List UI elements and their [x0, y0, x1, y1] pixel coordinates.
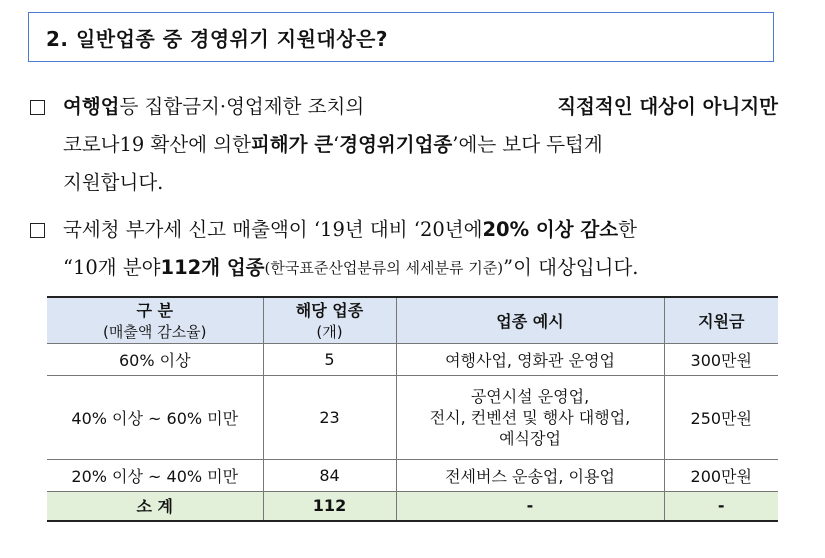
text: 한	[618, 218, 637, 241]
header-examples: 업종 예시	[396, 297, 664, 343]
checkbox-bullet-icon	[30, 100, 45, 115]
paragraph-1	[30, 88, 778, 202]
table-row	[47, 459, 778, 491]
paragraph-1-line-3	[30, 164, 778, 202]
cell-count: 23	[263, 375, 396, 459]
text: ‘	[333, 133, 340, 156]
bold-text: 직접적인 대상이 아니지만	[557, 95, 778, 118]
total-amount: -	[664, 491, 778, 521]
cell-examples: 여행사업, 영화관 운영업	[396, 343, 664, 375]
bold-text: 112개 업종	[160, 256, 265, 279]
header-count-sub: (개)	[316, 323, 343, 342]
table-total-row	[47, 491, 778, 521]
table-row	[47, 375, 778, 459]
cell-amount: 300만원	[664, 343, 778, 375]
cell-examples	[396, 375, 664, 459]
cell-amount: 250만원	[664, 375, 778, 459]
cell-examples: 전세버스 운송업, 이용업	[396, 459, 664, 491]
text: 국세청 부가세 신고 매출액이 ‘19년 대비 ‘20년에	[63, 218, 483, 241]
total-count: 112	[263, 491, 396, 521]
bold-text: 여행업	[63, 95, 120, 118]
section-title: 2. 일반업종 중 경영위기 지원대상은?	[28, 12, 774, 62]
example-line: 전시, 컨벤션 및 행사 대행업,	[429, 407, 631, 427]
text: ’에는 보다 두텁게	[452, 133, 603, 156]
checkbox-bullet-icon	[30, 223, 45, 238]
table-header-row	[47, 297, 778, 343]
header-amount: 지원금	[664, 297, 778, 343]
header-category	[47, 297, 263, 343]
bold-text: 피해가 큰	[250, 133, 334, 156]
example-line: 예식장업	[499, 428, 561, 448]
text: ”이 대상입니다.	[503, 256, 639, 279]
cell-amount: 200만원	[664, 459, 778, 491]
cell-count: 5	[263, 343, 396, 375]
header-count	[263, 297, 396, 343]
cell-count: 84	[263, 459, 396, 491]
paragraph-2-line-2	[30, 249, 639, 287]
text: “10개 분야	[63, 256, 161, 279]
bold-text: 경영위기업종	[339, 133, 453, 156]
text: 코로나19 확산에 의한	[63, 133, 251, 156]
text: 지원합니다.	[63, 171, 164, 194]
cell-range: 40% 이상 ~ 60% 미만	[47, 375, 263, 459]
paragraph-2	[30, 211, 639, 287]
header-category-sub: (매출액 감소율)	[103, 323, 207, 342]
text: 등 집합금지·영업제한 조치의	[119, 95, 365, 118]
cell-range: 60% 이상	[47, 343, 263, 375]
cell-range: 20% 이상 ~ 40% 미만	[47, 459, 263, 491]
paragraph-1-line-2	[30, 126, 778, 164]
bold-text: 20% 이상 감소	[482, 218, 619, 241]
example-line: 공연시설 운영업,	[470, 386, 590, 406]
small-text: (한국표준산업분류의 세세분류 기준)	[264, 259, 504, 277]
paragraph-1-line-1	[30, 88, 778, 126]
total-label: 소 계	[47, 491, 263, 521]
table-row	[47, 343, 778, 375]
support-table	[47, 296, 778, 522]
header-category-main: 구 분	[136, 301, 173, 321]
paragraph-2-line-1	[30, 211, 639, 249]
header-count-main: 해당 업종	[295, 301, 364, 321]
total-examples: -	[396, 491, 664, 521]
